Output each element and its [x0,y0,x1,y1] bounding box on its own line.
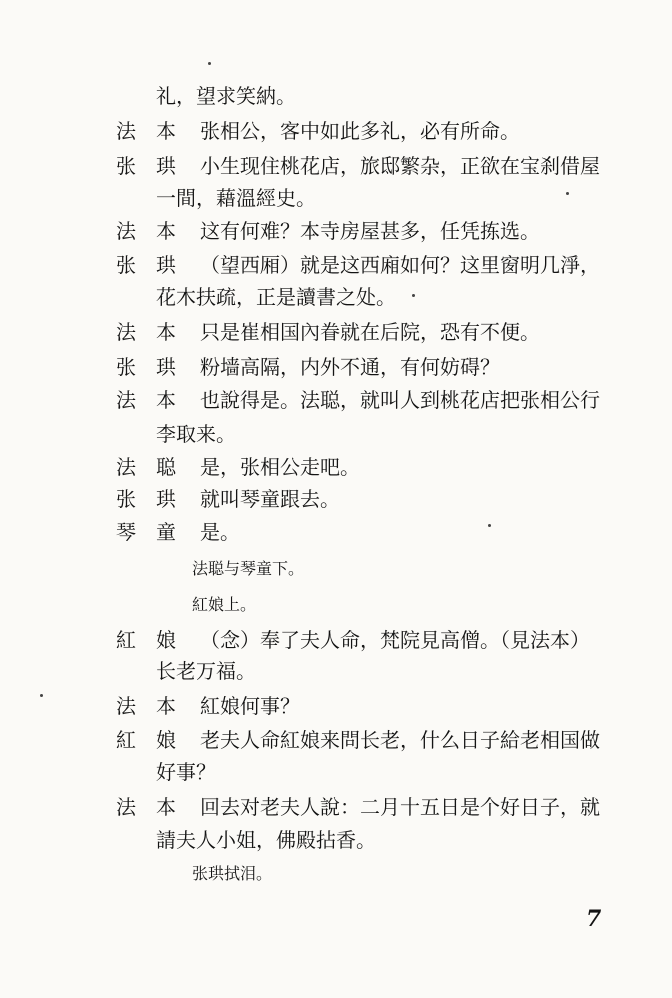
speech-text: 回去对老夫人說：二月十五日是个好日子，就 [200,795,600,819]
stage-direction: 法聪与琴童下。 [192,559,305,578]
speaker-name: 法 本 [116,320,176,344]
speech-text: （望西厢）就是这西廂如何？这里窗明几淨， [200,253,600,277]
print-speck [488,524,491,527]
speech-text: 是。 [200,520,240,544]
print-speck [412,294,415,297]
speech-text: 是，张相公走吧。 [200,455,360,479]
stage-direction: 紅娘上。 [192,595,257,614]
speaker-name: 法 本 [116,119,176,143]
continuation-text: 請夫人小姐，佛殿拈香。 [156,828,376,852]
speech-text: 紅娘何事？ [200,694,300,718]
speaker-name: 紅 娘 [116,728,176,752]
speaker-name: 紅 娘 [116,628,176,652]
speech-text: 也說得是。法聪，就叫人到桃花店把张相公行 [200,388,600,412]
continuation-text: 李取来。 [156,422,236,446]
continuation-text: 礼，望求笑納。 [156,84,296,108]
speaker-name: 张 珙 [116,355,176,379]
speech-text: 老夫人命紅娘来問长老，什么日子給老相国做 [200,728,600,752]
continuation-text: 一間，藉溫經史。 [156,186,316,210]
continuation-text: 长老万福。 [156,659,256,683]
speaker-name: 法 本 [116,388,176,412]
continuation-text: 好事？ [156,760,216,784]
speaker-name: 张 珙 [116,154,176,178]
speaker-name: 张 珙 [116,487,176,511]
print-speck [208,62,211,65]
speaker-name: 法 本 [116,795,176,819]
print-speck [40,694,43,697]
speech-text: 这有何难？本寺房屋甚多，任凭拣选。 [200,219,540,243]
continuation-text: 花木扶疏，正是讀書之处。 [156,285,396,309]
speech-text: 只是崔相国內眷就在后院，恐有不便。 [200,320,540,344]
speaker-name: 法 聪 [116,455,176,479]
speech-text: 粉墙高隔，内外不通，有何妨碍？ [200,355,500,379]
print-speck [566,192,569,195]
speaker-name: 张 珙 [116,253,176,277]
page-number: 7 [586,906,602,932]
speaker-name: 琴 童 [116,520,176,544]
speech-text: （念）奉了夫人命，梵院見高僧。（見法本） [200,628,590,652]
speaker-name: 法 本 [116,694,176,718]
speech-text: 小生现住桃花店，旅邸繁杂，正欲在宝刹借屋 [200,154,600,178]
speech-text: 张相公，客中如此多礼，必有所命。 [200,119,520,143]
speech-text: 就叫琴童跟去。 [200,487,340,511]
speaker-name: 法 本 [116,219,176,243]
stage-direction: 张珙拭泪。 [192,864,273,883]
